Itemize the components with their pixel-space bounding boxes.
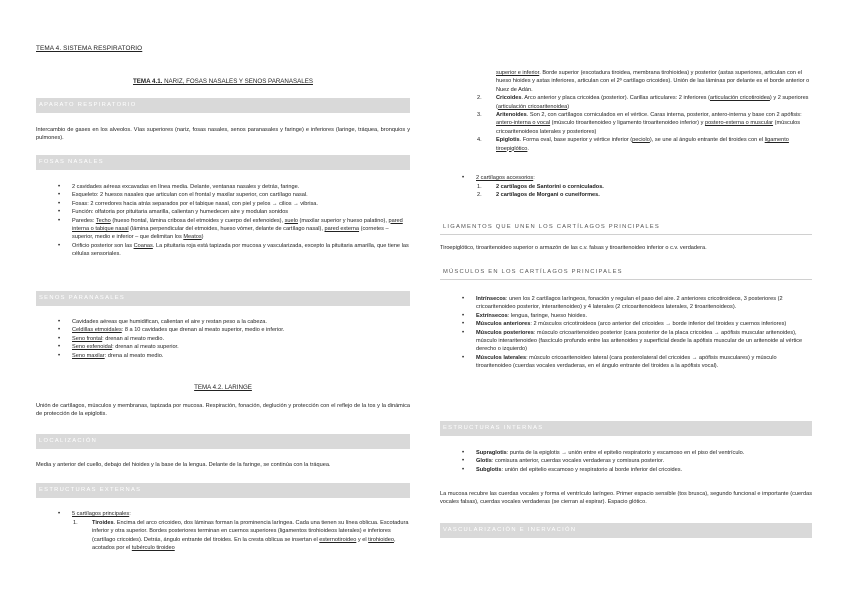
- laringe-text: Unión de cartílagos, músculos y membranas, tapizada por mucosa. Respiración, fonación, deglución y protección con el reflejo de la tos y la dinámica de protección de la epiglotis.: [36, 403, 410, 418]
- heading-musculos: MÚSCULOS EN LOS CARTÍLAGOS PRINCIPALES: [440, 265, 812, 280]
- list-item: • Seno esfenoidal: drenan al meato superior.: [36, 343, 410, 351]
- list-item: • Músculos laterales: músculo cricoaritenoideo lateral (cara posterolateral del cricoides → apófisis musculares) y músculo tiroaritenoideo (cuerdas vocales verdaderas, en el ángulo entrante del tiroides a la apófisis vocal).: [440, 354, 812, 371]
- list-item: • Seno maxilar: drena al meato medio.: [36, 352, 410, 360]
- list-item: • Glotis: comisura anterior, cuerdas vocales verdaderas y comisura posterior.: [440, 457, 812, 465]
- page-title: TEMA 4. SISTEMA RESPIRATORIO: [36, 45, 143, 52]
- heading-estructuras-externas: ESTRUCTURAS EXTERNAS: [36, 483, 410, 498]
- list-item-paredes: • Paredes: Techo (hueso frontal, lámina cribosa del etmoides y cuerpo del esfenoides), suelo (maxilar superior y hueso palatino), pared interna o tabique nasal (lámina perpendicular del etmoides, hueso vómer, delante de cartílago nasal), pared externa (cornetes – superior, medio e inferior – que delimitan los Meatos): [36, 217, 410, 242]
- list-item: 2. 2 cartílagos de Morgani o cuneiformes.: [477, 192, 600, 199]
- list-item: • Músculos posteriores: músculo cricoaritenoideo posterior (cara posterior de la placa cricoidea → apófisis muscular aritenoides), músculo interaritenoideo (fascículo profundo entre las aritenoides y superficial desde la apófisis muscular de un aritenoide al vértice derecho o izquierdo): [440, 329, 812, 354]
- list-item: • Función: olfatoria por pituitaria amarilla, calientan y humedecen aire y modulan sonidos: [36, 208, 410, 216]
- fosas-list: [36, 183, 410, 259]
- list-item: • 5 cartílagos principales:: [36, 510, 410, 518]
- cartilagos-list-left: [36, 519, 410, 553]
- list-item: • 2 cavidades aéreas excavadas en línea media. Delante, ventanas nasales y detrás, faringe.: [36, 183, 410, 191]
- cartilagos-list-right: [440, 69, 812, 153]
- list-item: • Esqueleto: 2 huesos nasales que articulan con el frontal y maxilar superior, con cartílago nasal.: [36, 191, 410, 199]
- senos-list: [36, 318, 410, 360]
- list-item: • Fosas: 2 corredores hacia atrás separados por el tabique nasal, con piel y pelos → cilios → vibrisa.: [36, 200, 410, 208]
- list-item-tiroides-continued: superior e inferior. Borde superior (escotadura tiroidea, membrana tirohioidea) y posterior (astas superiores, articulan con el hueso hioides y astas inferiores, articulan con el 2º cartílago cricoides). Unión de las láminas por delante es el borde anterior o Nuez de Adán.: [496, 70, 810, 93]
- tema-4-1-title: [36, 78, 410, 86]
- estructuras-externas-list: [36, 510, 410, 518]
- heading-fosas-nasales: FOSAS NASALES: [36, 155, 410, 170]
- musculos-list: [440, 295, 812, 371]
- estructuras-internas-text: La mucosa recubre las cuerdas vocales y forma el ventrículo laríngeo. Primer espacio sensible (tos brusca), segundo funcional e importante (cuerdas vocales falsas), cuerdas vocales verdaderas (se cierran al espirar). Espacio glótico.: [440, 491, 812, 506]
- tema-4-2-title: [36, 384, 410, 392]
- heading-ligamentos: LIGAMENTOS QUE UNEN LOS CARTÍLAGOS PRINCIPALES: [440, 220, 812, 235]
- list-item: • Seno frontal: drenan al meato medio.: [36, 335, 410, 343]
- tema-4-1-name: NARIZ, FOSAS NASALES Y SENOS PARANASALES: [162, 78, 313, 85]
- list-item: • 2 cartílagos accesorios:: [440, 174, 812, 182]
- estructuras-internas-list: [440, 449, 812, 474]
- tema-4-1-number: TEMA 4.1.: [133, 78, 163, 85]
- tema-4-2-name: LARINGE: [223, 384, 252, 391]
- heading-localizacion: LOCALIZACIÓN: [36, 434, 410, 449]
- list-item: • Celdillas etmoidales: 8 a 10 cavidades que drenan al meato superior, medio e inferior.: [36, 326, 410, 334]
- list-item: • Supraglotis: punta de la epiglotis → unión entre el epitelio respiratorio y escamoso en el piso del ventrículo.: [440, 449, 812, 457]
- accesorios-sublist: [440, 183, 812, 200]
- list-item-orificio: • Orificio posterior son las Coanas. La pituitaria roja está tapizada por mucosa y vascularizada, excepto la pituitaria amarilla, que tiene las células sensoriales.: [36, 242, 410, 259]
- heading-vascularizacion: VASCULARIZACIÓN E INERVACIÓN: [440, 523, 812, 538]
- accesorios-list: [440, 174, 812, 182]
- list-item: • Extrínsecos: lengua, faringe, hueso hioides.: [440, 312, 812, 320]
- tema-4-2-number: TEMA 4.2.: [194, 384, 223, 391]
- list-item: • Músculos anteriores: 2 músculos cricotiroideos (arco anterior del cricoides → borde inferior del tiroides y cuernos inferiores): [440, 320, 812, 328]
- list-item-tiroides: 1. Tiroides. Encima del arco cricoideo, dos láminas forman la prominencia laríngea. Cada una tienen su línea oblicua. Escotadura inferior y otra superior. Bordes posteriores terminan en cuernos superiores (ligamentos tirohioideos laterales) e inferiores (cartílago cricoides). Detrás, ángulo entrante del tiroides. En la cresta oblicua se insertan el esternotiroideo y el tirohioideo, acotados por el tubérculo tiroideo: [73, 520, 409, 552]
- ligamentos-text: Tiroepiglótico, tiroaritenoideo superior o armazón de las c.v. falsas y tiroaritenoideo inferior o c.v. verdadera.: [440, 245, 707, 251]
- aparato-text: Intercambio de gases en los alveolos. Vías superiores (nariz, fosas nasales, senos paranasales y faringe) e inferiores (laringe, tráquea, bronquios y pulmones).: [36, 127, 410, 142]
- list-item-cricoides: 2. Cricoides. Arco anterior y placa cricoidea (posterior). Carillas articulares: 2 inferiores (articulación cricotiroidea) y 2 superiores (articulación cricoaritenoidea): [477, 95, 809, 110]
- heading-estructuras-internas: ESTRUCTURAS INTERNAS: [440, 421, 812, 436]
- list-item: • Intrínsecos: unen los 2 cartílagos laríngeos, fonación y regulan el paso del aire. 2 anteriores cricotiroideos, 3 posteriores (2 cricoaritenoideo posterior, interaritenoideo) y 4 laterales (2 cricoaritenoideos laterales, 2 tiroaritenoideos).: [440, 295, 812, 312]
- list-item-aritenoides: 3. Aritenoides. Son 2, con cartílagos corniculados en el vértice. Caras interna, posterior, antero-interna y base con 2 apófisis: antero-interna o vocal (músculo tiroaritenoideo y ligamento tiroaritenoideo inferior) y postero-externa o muscular (músculos cricoaritenoideos laterales y posteriores): [477, 112, 802, 135]
- list-item: • Cavidades aéreas que humidifican, calientan el aire y restan peso a la cabeza.: [36, 318, 410, 326]
- list-item: 1. 2 cartílagos de Santorini o corniculados.: [477, 184, 604, 190]
- localizacion-text: Media y anterior del cuello, debajo del hioides y la base de la lengua. Delante de la faringe, se continúa con la tráquea.: [36, 462, 331, 468]
- list-item: • Subglotis: unión del epitelio escamoso y respiratorio al borde inferior del cricoides.: [440, 466, 812, 474]
- list-item-epiglotis: 4. Epiglotis. Forma oval, base superior y vértice inferior (peciolo), se une al ángulo entrante del tiroides con el ligamento tiroepiglótico.: [477, 137, 789, 152]
- heading-aparato-respiratorio: APARATO RESPIRATORIO: [36, 98, 410, 113]
- heading-senos-paranasales: SENOS PARANASALES: [36, 291, 410, 306]
